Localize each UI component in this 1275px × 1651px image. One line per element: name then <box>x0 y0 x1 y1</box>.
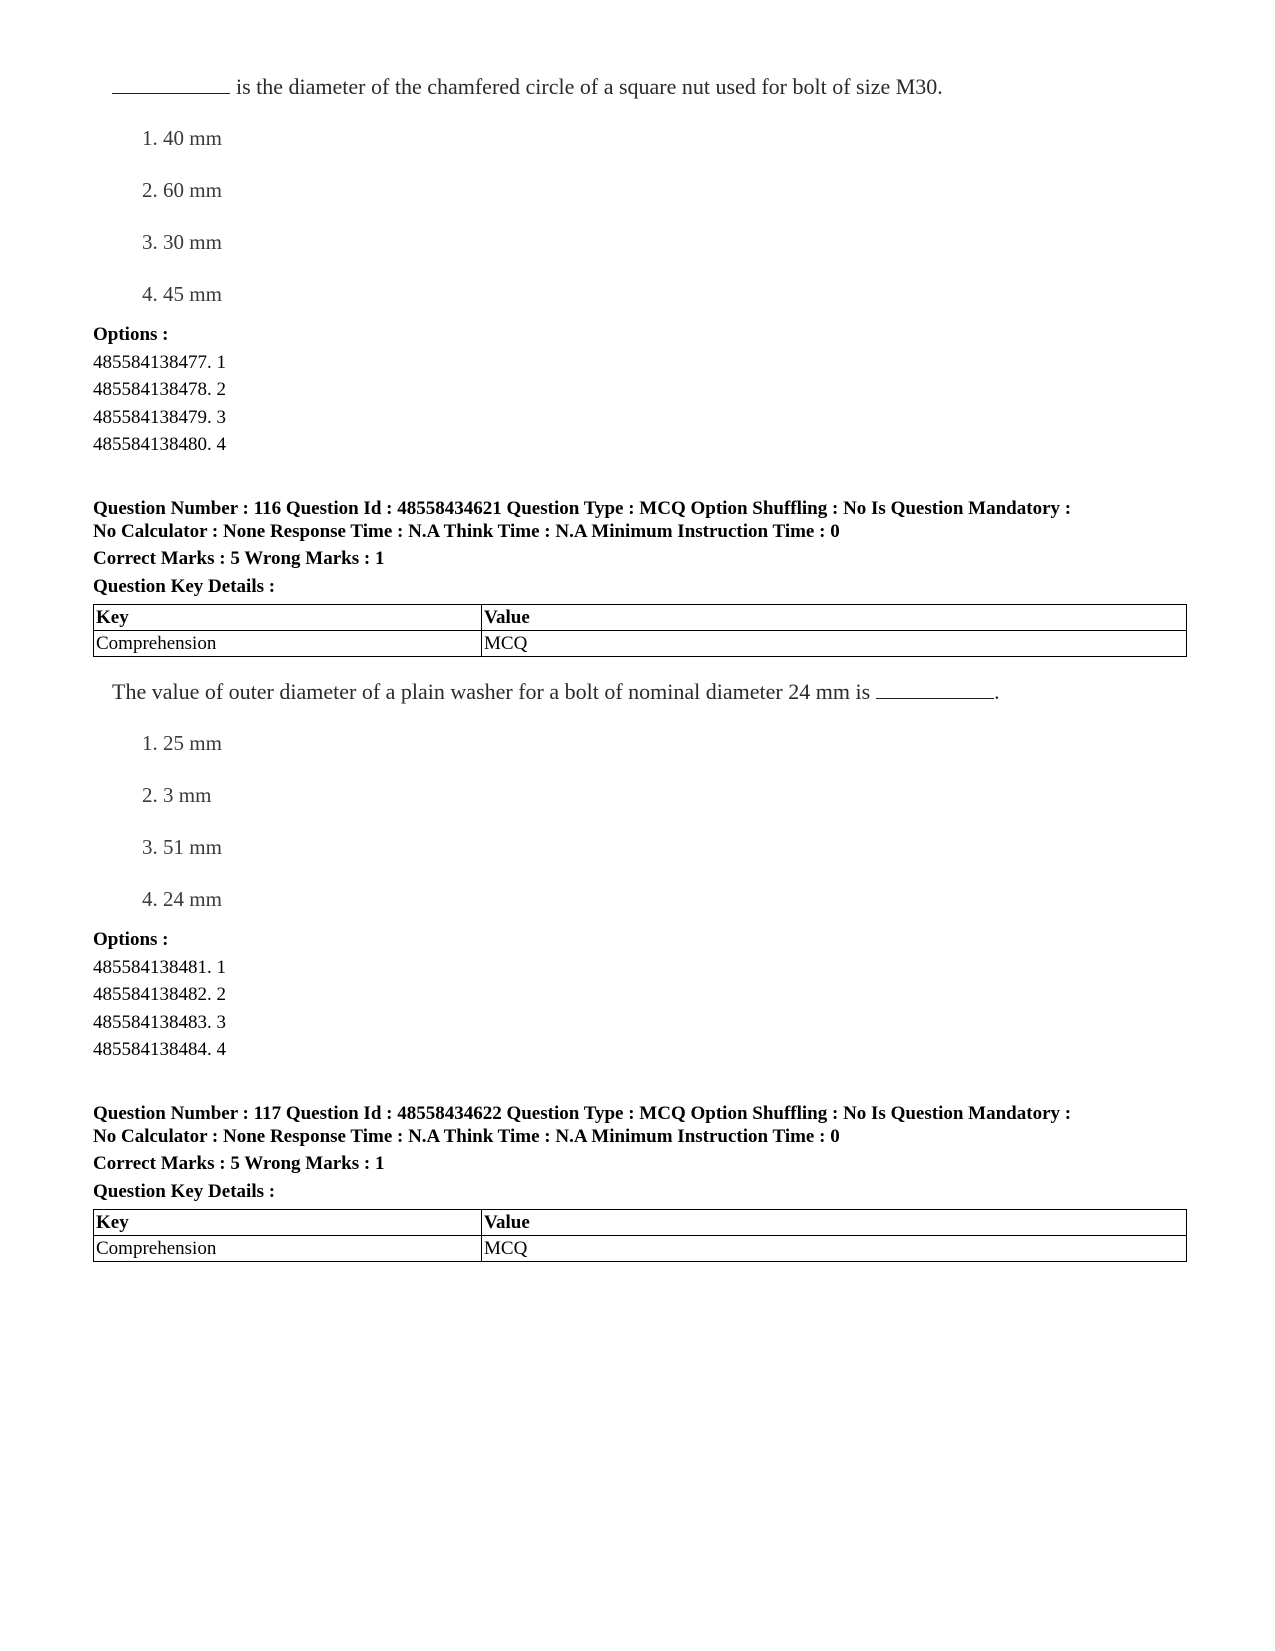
question-text-content: The value of outer diameter of a plain washer for a bolt of nominal diameter 24 mm is <box>112 679 871 704</box>
choice-2: 2. 60 mm <box>142 178 222 202</box>
table-cell-value: MCQ <box>482 631 1187 657</box>
options-label: Options : <box>93 324 169 345</box>
key-details-table <box>93 604 1187 657</box>
table-cell-key: Comprehension <box>94 631 482 657</box>
table-header-key: Key <box>94 1210 482 1236</box>
choice-1: 1. 40 mm <box>142 126 222 150</box>
option-id: 485584138479. 3 <box>93 407 226 428</box>
table-header-value: Value <box>482 1210 1187 1236</box>
table-row <box>94 1236 1187 1262</box>
question-meta-line-2: No Calculator : None Response Time : N.A Think Time : N.A Minimum Instruction Time : 0 <box>93 521 840 542</box>
option-id: 485584138478. 2 <box>93 379 226 400</box>
answer-blank <box>876 680 994 699</box>
choice-4: 4. 45 mm <box>142 282 222 306</box>
question-meta-line-2: No Calculator : None Response Time : N.A Think Time : N.A Minimum Instruction Time : 0 <box>93 1126 840 1147</box>
question-text <box>112 74 943 100</box>
option-id: 485584138484. 4 <box>93 1039 226 1060</box>
options-label: Options : <box>93 929 169 950</box>
choice-1: 1. 25 mm <box>142 731 222 755</box>
question-text: The value of outer diameter of a plain washer for a bolt of nominal diameter 24 mm is . <box>112 679 1000 704</box>
option-id: 485584138480. 4 <box>93 434 226 455</box>
question-text-content: is the diameter of the chamfered circle of a square nut used for bolt of size M30. <box>236 74 943 99</box>
answer-blank <box>112 75 230 94</box>
table-row <box>94 631 1187 657</box>
option-id: 485584138477. 1 <box>93 352 226 373</box>
question-meta-line-1: Question Number : 116 Question Id : 48558434621 Question Type : MCQ Option Shuffling : No Is Question Mandatory : <box>93 498 1072 519</box>
choice-2: 2. 3 mm <box>142 783 212 807</box>
table-header-value: Value <box>482 605 1187 631</box>
key-details-label: Question Key Details : <box>93 1181 276 1202</box>
key-details-label: Question Key Details : <box>93 576 276 597</box>
table-header-row <box>94 605 1187 631</box>
choice-3: 3. 30 mm <box>142 230 222 254</box>
option-id: 485584138482. 2 <box>93 984 226 1005</box>
key-details-table <box>93 1209 1187 1262</box>
table-header-key: Key <box>94 605 482 631</box>
question-marks: Correct Marks : 5 Wrong Marks : 1 <box>93 1153 385 1174</box>
table-cell-value: MCQ <box>482 1236 1187 1262</box>
table-cell-key: Comprehension <box>94 1236 482 1262</box>
choice-4: 4. 24 mm <box>142 887 222 911</box>
question-marks: Correct Marks : 5 Wrong Marks : 1 <box>93 548 385 569</box>
option-id: 485584138483. 3 <box>93 1012 226 1033</box>
table-header-row <box>94 1210 1187 1236</box>
question-meta-line-1: Question Number : 117 Question Id : 48558434622 Question Type : MCQ Option Shuffling : No Is Question Mandatory : <box>93 1103 1072 1124</box>
option-id: 485584138481. 1 <box>93 957 226 978</box>
choice-3: 3. 51 mm <box>142 835 222 859</box>
